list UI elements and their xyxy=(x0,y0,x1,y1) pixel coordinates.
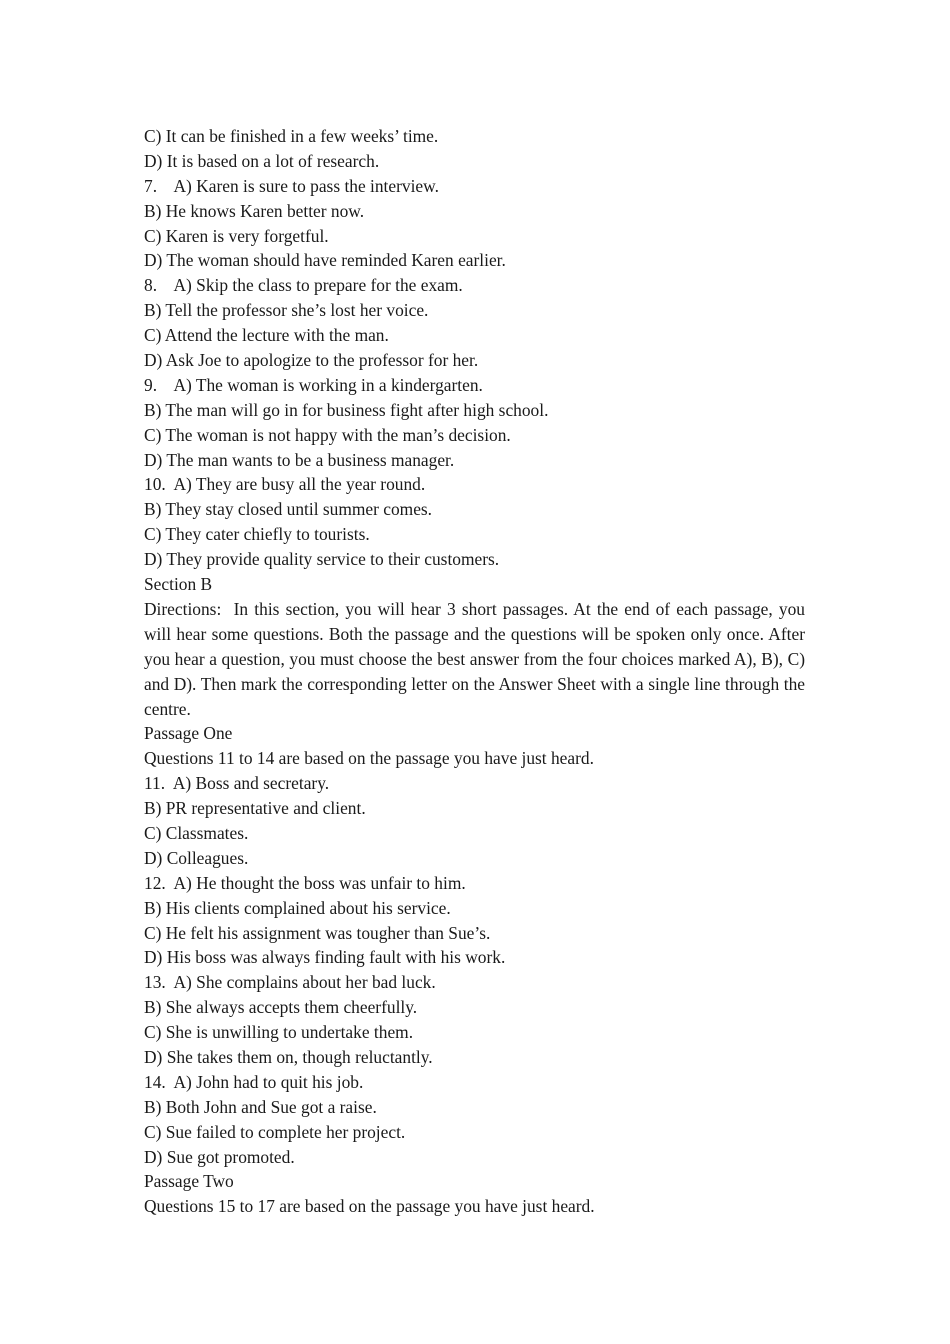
option-line: C) She is unwilling to undertake them. xyxy=(144,1022,414,1043)
option-line: D) It is based on a lot of research. xyxy=(144,150,380,171)
section-heading: Section B xyxy=(144,574,213,595)
option-line: C) Sue failed to complete her project. xyxy=(144,1121,406,1142)
option-line: C) He felt his assignment was tougher than Sue’s. xyxy=(144,922,491,943)
option-line: C) Attend the lecture with the man. xyxy=(144,325,389,346)
option-line: B) He knows Karen better now. xyxy=(144,200,365,221)
passage-intro: Questions 11 to 14 are based on the passage you have just heard. xyxy=(144,748,594,769)
question-10: 10. A) They are busy all the year round. xyxy=(144,474,426,495)
question-12: 12. A) He thought the boss was unfair to him. xyxy=(144,872,466,893)
option-line: D) They provide quality service to their customers. xyxy=(144,549,500,570)
option-line: B) The man will go in for business fight after high school. xyxy=(144,399,549,420)
document-page xyxy=(144,124,805,1219)
option-line: C) The woman is not happy with the man’s decision. xyxy=(144,424,511,445)
directions-paragraph: Directions: In this section, you will hear 3 short passages. At the end of each passage, you will hear some questions. Both the passage and the questions will be spoken only once. After you hear a question, you must choose the best answer from the four choices marked A), B), C) and D). Then mark the corresponding letter on the Answer Sheet with a single line through the centre. xyxy=(144,598,805,719)
passage-heading: Passage One xyxy=(144,723,233,744)
option-line: B) They stay closed until summer comes. xyxy=(144,499,433,520)
option-line: C) It can be finished in a few weeks’ time. xyxy=(144,126,439,146)
option-line: D) Ask Joe to apologize to the professor for her. xyxy=(144,350,479,371)
option-line: C) They cater chiefly to tourists. xyxy=(144,524,370,545)
passage-heading: Passage Two xyxy=(144,1171,234,1192)
option-line: C) Karen is very forgetful. xyxy=(144,225,329,246)
option-line: B) She always accepts them cheerfully. xyxy=(144,997,418,1018)
question-14: 14. A) John had to quit his job. xyxy=(144,1071,364,1092)
question-11: 11. A) Boss and secretary. xyxy=(144,773,330,794)
option-line: D) The woman should have reminded Karen earlier. xyxy=(144,250,506,271)
option-line: D) Colleagues. xyxy=(144,847,249,868)
option-line: D) Sue got promoted. xyxy=(144,1146,295,1167)
question-7: 7. A) Karen is sure to pass the interview. xyxy=(144,175,439,196)
option-line: B) His clients complained about his service. xyxy=(144,897,451,918)
question-13: 13. A) She complains about her bad luck. xyxy=(144,972,436,993)
option-line: D) She takes them on, though reluctantly. xyxy=(144,1047,433,1068)
passage-intro: Questions 15 to 17 are based on the passage you have just heard. xyxy=(144,1196,595,1217)
option-line: D) The man wants to be a business manager. xyxy=(144,449,455,470)
option-line: B) PR representative and client. xyxy=(144,798,366,819)
question-9: 9. A) The woman is working in a kindergarten. xyxy=(144,374,483,395)
option-line: B) Tell the professor she’s lost her voice. xyxy=(144,300,429,321)
question-8: 8. A) Skip the class to prepare for the exam. xyxy=(144,275,463,296)
option-line: D) His boss was always finding fault with his work. xyxy=(144,947,506,968)
option-line: C) Classmates. xyxy=(144,823,249,844)
option-line: B) Both John and Sue got a raise. xyxy=(144,1096,377,1117)
